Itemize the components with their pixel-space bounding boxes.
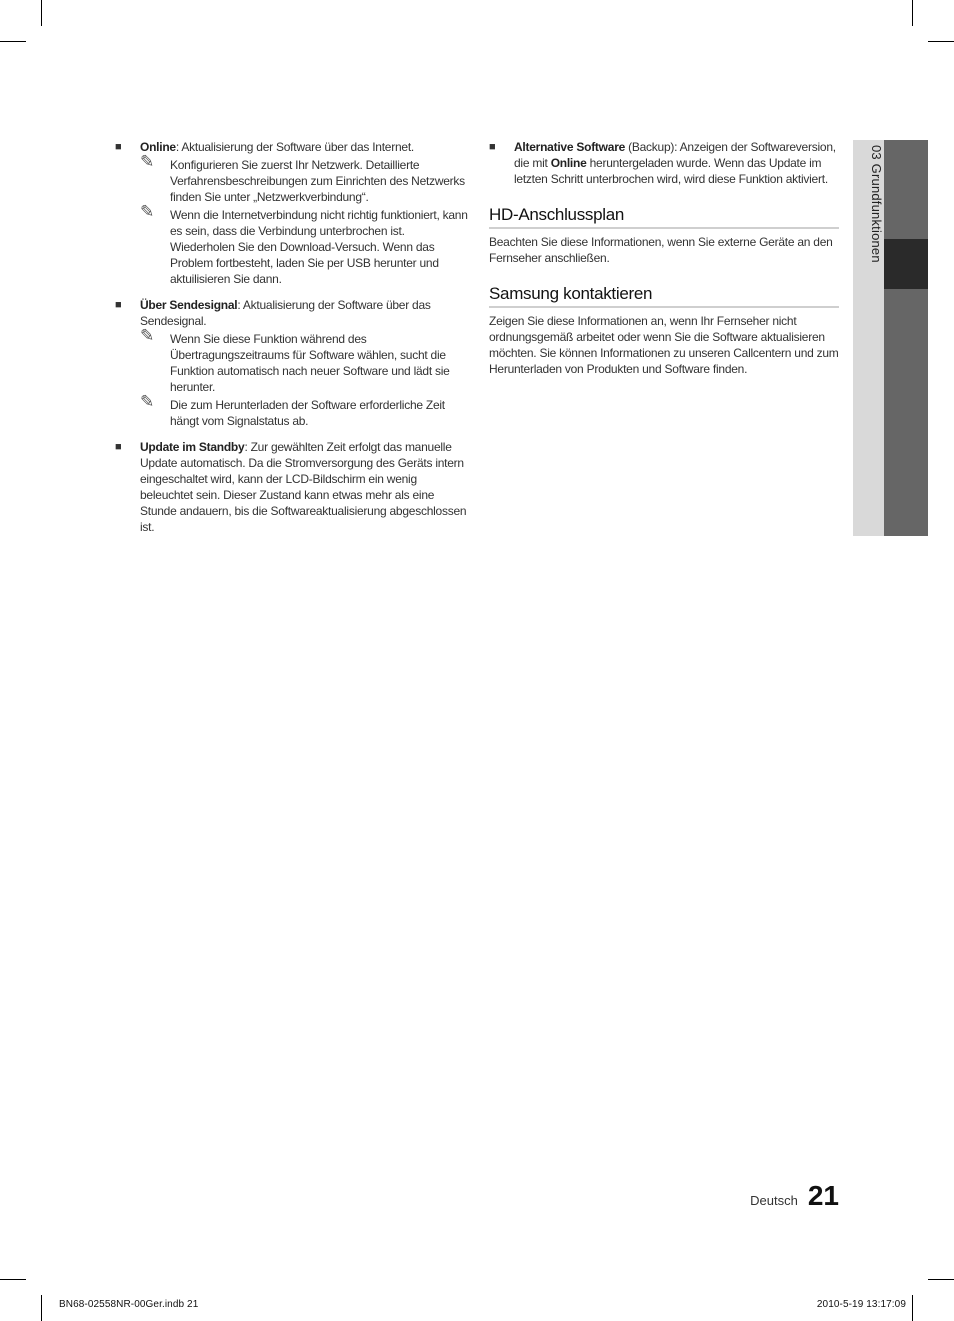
note-item: [140, 392, 470, 429]
note-text: Wenn die Internetverbindung nicht richtig funktioniert, kann es sein, dass die Verbindung unterbrochen ist. Wiederholen Sie den Download-Versuch. Wenn das Problem fortbesteht, laden Sie per USB herunter und aktuilisieren Sie dann.: [170, 208, 468, 286]
standby-description: : Zur gewählten Zeit erfolgt das manuelle Update automatisch. Da die Stromversorgung des Geräts intern eingeschaltet wird, kann der LCD-Bildschirm ein wenig beleuchtet sein. Dieser Zustand kann etwas mehr als eine Stunde andauern, bis die Softwareaktualisierung abgeschlossen ist.: [140, 440, 467, 534]
alt-software-description-end: heruntergeladen wurde. Wenn das Update im letzten Schritt unterbrochen wird, wird diese Funktion aktiviert.: [514, 156, 828, 186]
chapter-tab-label: 03 Grundfunktionen: [869, 145, 884, 263]
section-body: Beachten Sie diese Informationen, wenn Sie externe Geräte an den Fernseher anschließen.: [489, 235, 833, 265]
square-bullet-icon: ■: [115, 141, 122, 153]
section-hd-anschlussplan: [489, 205, 839, 266]
section-heading: HD-Anschlussplan: [489, 205, 839, 229]
list-item-online: [115, 139, 470, 287]
print-slug-file: BN68-02558NR-00Ger.indb 21: [59, 1299, 199, 1310]
square-bullet-icon: ■: [115, 441, 122, 453]
crop-mark: [912, 0, 913, 26]
term-online: Online: [140, 140, 176, 154]
pencil-note-icon: ✎: [140, 392, 154, 411]
crop-mark: [928, 41, 954, 42]
section-body: Zeigen Sie diese Informationen an, wenn Ihr Fernseher nicht ordnungsgemäß arbeitet oder wenn Sie die Software aktualisieren möchten. Sie können Informationen zu unseren Callcentern und zum Herunterladen von Produkten und Software finden.: [489, 314, 839, 376]
term-sendesignal: Über Sendesignal: [140, 298, 238, 312]
term-alternative-software: Alternative Software: [514, 140, 626, 154]
note-item: [140, 152, 470, 205]
crop-mark: [41, 0, 42, 26]
square-bullet-icon: ■: [489, 141, 496, 153]
note-text: Wenn Sie diese Funktion während des Übertragungszeitraums für Software wählen, sucht die Funktion automatisch nach neuer Software und lädt sie herunter.: [170, 332, 450, 394]
crop-mark: [912, 1295, 913, 1321]
list-item-sendesignal: [115, 297, 470, 429]
section-heading: Samsung kontaktieren: [489, 284, 839, 308]
pencil-note-icon: ✎: [140, 152, 154, 171]
print-slug-timestamp: 2010-5-19 13:17:09: [816, 1299, 906, 1310]
pencil-note-icon: ✎: [140, 202, 154, 221]
page-footer: [750, 1180, 839, 1212]
crop-mark: [0, 41, 26, 42]
crop-mark: [0, 1279, 26, 1280]
right-column: [489, 139, 839, 377]
language-label: Deutsch: [750, 1193, 798, 1208]
chapter-tab-active-marker: [884, 239, 928, 289]
note-text: Die zum Herunterladen der Software erforderliche Zeit hängt vom Signalstatus ab.: [170, 398, 445, 428]
chapter-tab-strip: [884, 140, 928, 536]
note-text: Konfigurieren Sie zuerst Ihr Netzwerk. Detaillierte Verfahrensbeschreibungen zum Einrichten des Netzwerks finden Sie unter „Netzwerkverbindung“.: [170, 158, 465, 204]
crop-mark: [928, 1279, 954, 1280]
square-bullet-icon: ■: [115, 299, 122, 311]
sendesignal-description: : Aktualisierung der Software über das Sendesignal.: [140, 298, 431, 328]
note-item: [140, 202, 470, 287]
pencil-note-icon: ✎: [140, 326, 154, 345]
list-item-standby: [115, 439, 470, 535]
page-number: 21: [807, 1180, 839, 1211]
note-item: [140, 326, 470, 395]
term-standby: Update im Standby: [140, 440, 245, 454]
alt-software-description: (Backup): Anzeigen der Softwareversion, die mit: [514, 140, 836, 170]
online-description: : Aktualisierung der Software über das Internet.: [175, 140, 414, 154]
list-item-alternative-software: [489, 139, 839, 187]
term-online-inline: Online: [550, 156, 587, 170]
crop-mark: [41, 1295, 42, 1321]
left-column: [115, 139, 470, 545]
section-samsung-kontaktieren: [489, 284, 839, 377]
